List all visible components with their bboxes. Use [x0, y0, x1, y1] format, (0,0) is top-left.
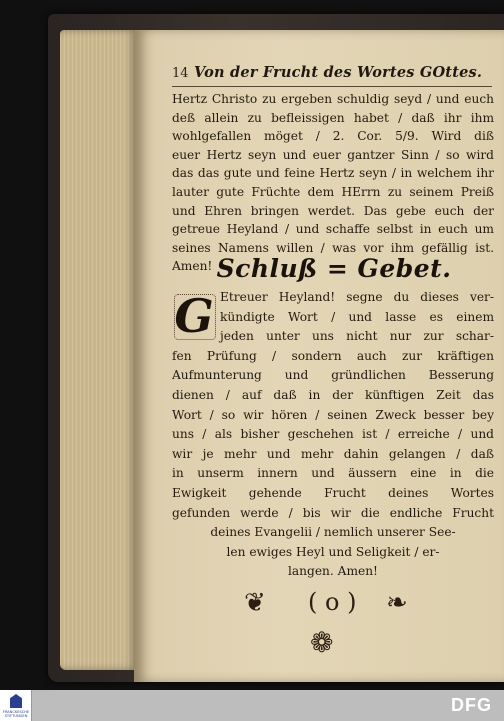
text-line: euer Hertz seyn und euer gantzer Sinn / so wird: [172, 147, 494, 162]
text-line: das das gute und feine Hertz seyn / in welchem ihr: [172, 166, 494, 181]
text-line: uns / als bisher geschehen ist / erreiche / und: [172, 427, 494, 442]
text-line: wir je mehr und mehr dahin gelangen / daß: [172, 446, 494, 461]
dfg-logo[interactable]: DFG: [451, 695, 492, 715]
text-line: fen Prüfung / sondern auch zur kräftigen: [172, 348, 494, 363]
decorated-initial: G: [172, 292, 216, 340]
page-header: [172, 64, 492, 86]
header-rule: [172, 86, 492, 87]
text-line: Amen!: [172, 259, 213, 274]
paragraph-continued: [172, 90, 494, 276]
logo-text: FRANCKESCHE STIFTUNGEN: [2, 710, 30, 718]
text-line: kündigte Wort / und lasse es einem: [220, 309, 494, 324]
ornament-mark: ( o ): [308, 588, 357, 616]
text-line: dienen / auf daß in der künftigen Zeit das: [172, 387, 494, 402]
viewer-footer: [0, 690, 504, 721]
text-line: Hertz Christo zu ergeben schuldig seyd / und euch: [172, 92, 494, 106]
prayer-text: [172, 288, 494, 582]
text-line: und Ehren bringen werdet. Das gebe euch der: [172, 203, 494, 218]
text-line: wohlgefallen möget / 2. Cor. 5/9. Wird diß: [172, 129, 494, 144]
fleuron-icon: ❧: [386, 588, 408, 618]
text-line: Etreuer Heyland! segne du dieses ver-: [220, 290, 494, 304]
text-line: jeden unter uns nicht nur zur schar-: [220, 329, 494, 344]
shield-icon: [10, 694, 22, 708]
text-line: langen. Amen!: [288, 564, 378, 579]
text-line: lauter gute Früchte dem HErrn zu seinem Preiß: [172, 184, 494, 199]
section-heading: Schluß = Gebet.: [216, 254, 452, 283]
running-title: Von der Frucht des Wortes GOttes.: [194, 64, 483, 81]
fleuron-icon: ❦: [244, 588, 266, 618]
text-line: seines Namens willen / was vor ihm gefällig ist.: [172, 240, 494, 255]
text-line: Wort / so wir hören / seinen Zweck besser bey: [172, 407, 494, 422]
text-line: deines Evangelii / nemlich unserer See-: [210, 525, 456, 540]
text-line: getreue Heyland / und schaffe selbst in euch um: [172, 222, 494, 237]
text-line: in unserm innern und äussern eine in die: [172, 466, 494, 481]
book-page: [134, 30, 504, 682]
text-line: deß allein zu befleissigen habet / daß ihr ihm: [172, 110, 494, 125]
page-number: 14: [172, 66, 189, 81]
text-line: Aufmunterung und gründlichen Besserung: [172, 368, 494, 383]
institution-logo[interactable]: [0, 690, 32, 721]
page-edges: [60, 30, 138, 670]
fleuron-icon: ❁: [310, 626, 334, 659]
text-line: Ewigkeit gehende Frucht deines Wortes: [172, 485, 494, 500]
text-line: gefunden werde / bis wir die endliche Frucht: [172, 505, 494, 520]
ornament-row: [172, 588, 494, 622]
text-line: len ewiges Heyl und Seligkeit / er-: [226, 544, 440, 559]
